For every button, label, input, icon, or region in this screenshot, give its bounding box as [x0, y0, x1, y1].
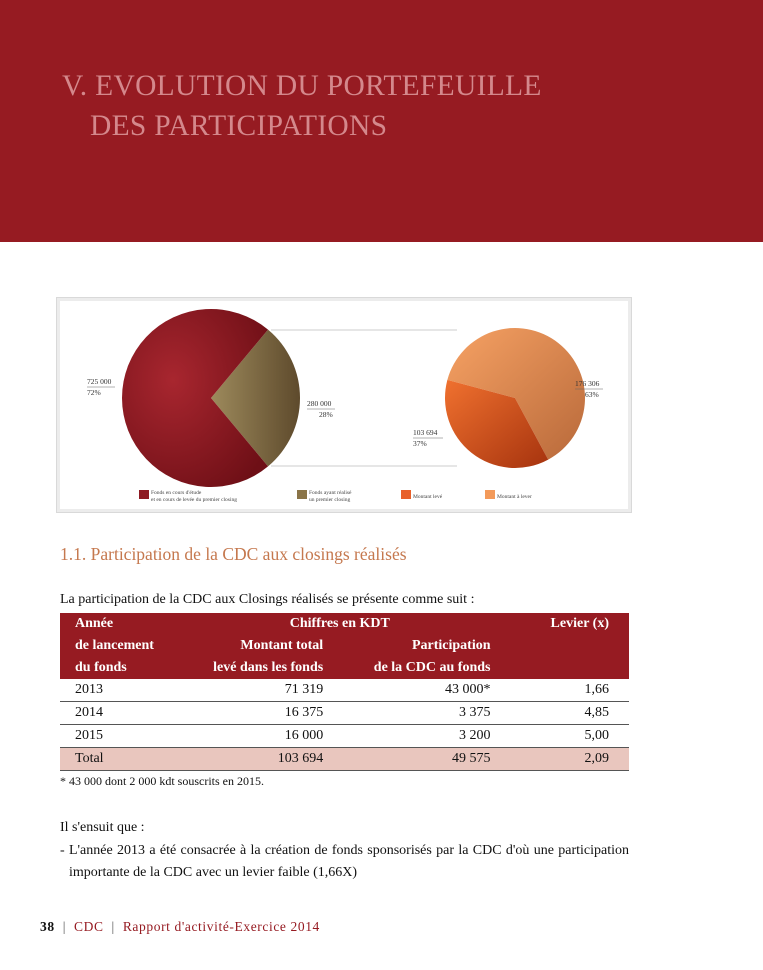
th-participation-2: de la CDC au fonds — [327, 657, 494, 679]
cell-participation-sum: 49 575 — [327, 748, 494, 771]
section-heading: 1.1. Participation de la CDC aux closings réalisés — [60, 544, 407, 564]
th-empty-2 — [495, 635, 630, 657]
pie-chart-funds — [122, 309, 300, 487]
pie-chart-amounts — [445, 328, 585, 468]
pie2-percent-label-1: 37% — [413, 439, 427, 448]
legend-swatch-2 — [297, 490, 307, 499]
pie-charts-svg — [57, 298, 631, 512]
page-footer — [40, 919, 320, 935]
cell-year: 2013 — [60, 679, 185, 702]
th-empty-3 — [495, 657, 630, 679]
table-row — [60, 679, 629, 702]
legend-swatch-4 — [485, 490, 495, 499]
table-header-row-2 — [60, 635, 629, 657]
page-title-line1: V. EVOLUTION DU PORTEFEUILLE — [62, 70, 542, 102]
cell-total: 16 375 — [185, 702, 327, 725]
th-participation-1: Participation — [327, 635, 494, 657]
pie1-value-label-2: 280 000 — [307, 399, 332, 408]
cell-year: 2014 — [60, 702, 185, 725]
pie2-value-label-1: 103 694 — [413, 428, 438, 437]
legend-swatch-3 — [401, 490, 411, 499]
table-total-row — [60, 748, 629, 771]
th-year-2: de lancement — [60, 635, 185, 657]
cell-total: 71 319 — [185, 679, 327, 702]
table-row — [60, 702, 629, 725]
cell-participation: 3 375 — [327, 702, 494, 725]
cell-total-label: Total — [60, 748, 185, 771]
participation-table — [60, 613, 629, 771]
cell-levier: 1,66 — [495, 679, 630, 702]
legend-label-2a: Fonds ayant réalisé — [309, 490, 352, 496]
table-header-row-3 — [60, 657, 629, 679]
cell-levier-avg: 2,09 — [495, 748, 630, 771]
footer-separator-1: | — [62, 919, 66, 934]
pie-charts-panel — [56, 297, 632, 513]
table-header-row-1 — [60, 613, 629, 635]
th-levier: Levier (x) — [495, 613, 630, 635]
cell-total-sum: 103 694 — [185, 748, 327, 771]
page-title-line2: DES PARTICIPATIONS — [90, 110, 388, 142]
pie1-percent-label-1: 72% — [87, 388, 101, 397]
legend-label-1a: Fonds en cours d'étude — [151, 490, 202, 496]
conclusion-lead: Il s'ensuit que : — [60, 820, 145, 835]
footer-org: CDC — [73, 919, 104, 934]
legend-label-1b: et en cours de levée du premier closing — [151, 497, 237, 503]
pie1-value-label-1: 725 000 — [87, 377, 112, 386]
legend-label-4: Montant à lever — [497, 494, 532, 500]
th-total-1: Montant total — [185, 635, 327, 657]
cell-year: 2015 — [60, 725, 185, 748]
footer-separator-2: | — [111, 919, 115, 934]
th-kdt-group: Chiffres en KDT — [185, 613, 494, 635]
conclusion-bullet: - L'année 2013 a été consacrée à la création de fonds sponsorisés par la CDC d'où une participation importante de la CDC avec un levier faible (1,66X) — [60, 843, 629, 880]
legend-swatch-1 — [139, 490, 149, 499]
table-footnote: * 43 000 dont 2 000 kdt souscrits en 2015. — [60, 774, 264, 788]
pie2-value-label-2: 176 306 — [575, 379, 600, 388]
pie2-percent-label-2: 63% — [585, 390, 599, 399]
th-total-2: levé dans les fonds — [185, 657, 327, 679]
page-title — [62, 66, 542, 146]
cell-levier: 5,00 — [495, 725, 630, 748]
cell-participation: 3 200 — [327, 725, 494, 748]
th-year-3: du fonds — [60, 657, 185, 679]
pie1-percent-label-2: 28% — [319, 410, 333, 419]
cell-participation: 43 000* — [327, 679, 494, 702]
table-row — [60, 725, 629, 748]
intro-text: La participation de la CDC aux Closings réalisés se présente comme suit : — [60, 592, 475, 607]
page-number: 38 — [40, 919, 55, 934]
footer-report-title: Rapport d'activité-Exercice 2014 — [122, 919, 320, 934]
legend-label-3: Montant levé — [413, 494, 443, 500]
cell-total: 16 000 — [185, 725, 327, 748]
th-year-1: Année — [60, 613, 185, 635]
legend-label-2b: un premier closing — [309, 497, 351, 503]
cell-levier: 4,85 — [495, 702, 630, 725]
